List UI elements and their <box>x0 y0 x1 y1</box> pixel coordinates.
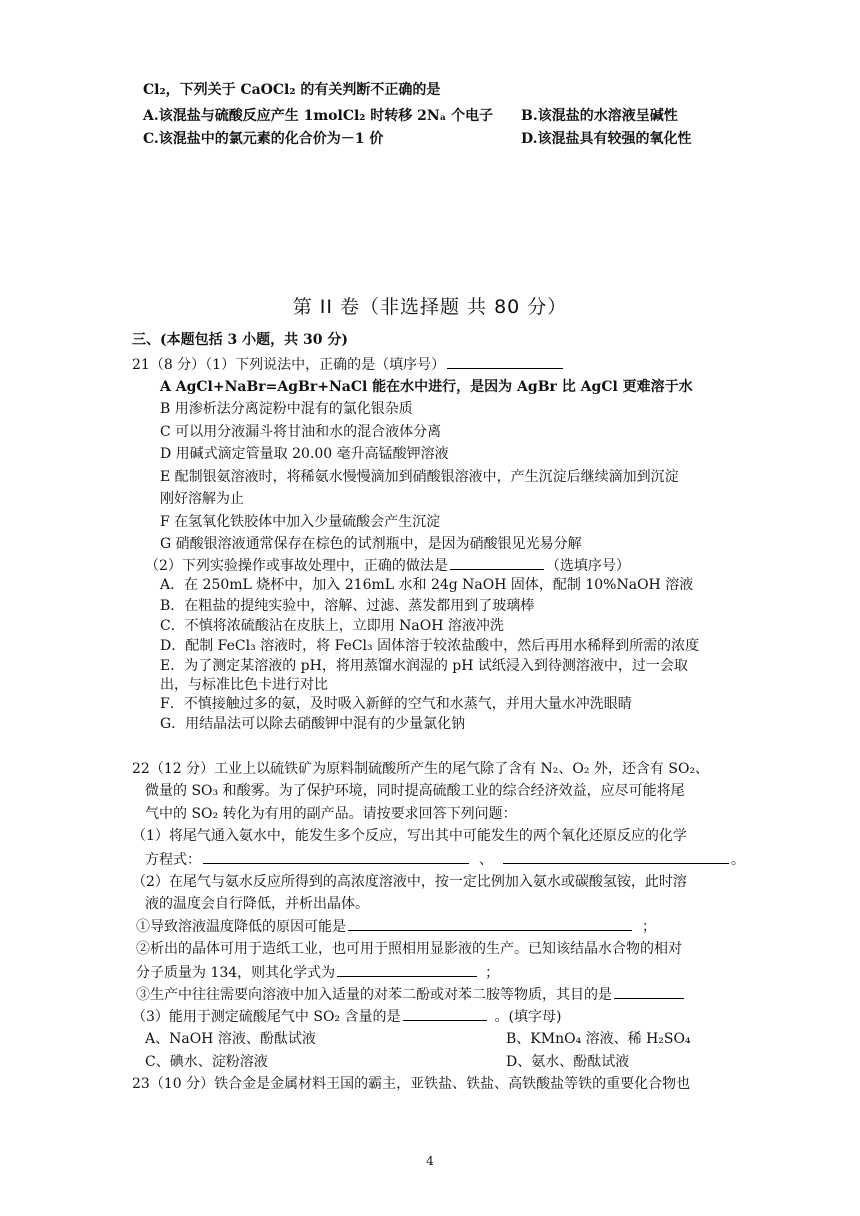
q22-option-d: D、氨水、酚酞试液 <box>506 1054 630 1070</box>
choice-c: C.该混盐中的氯元素的化合价为－1 价 <box>143 131 384 147</box>
choice-b: B.该混盐的水溶液呈碱性 <box>521 108 678 124</box>
q22-line: （2）在尾气与氨水反应所得到的高浓度溶液中，按一定比例加入氨水或碳酸氢铵，此时溶 <box>132 874 687 890</box>
q22-subq-text: ①导致溶液温度降低的原因可能是 <box>136 919 346 935</box>
answer-blank[interactable] <box>614 984 684 999</box>
q21-option: C．不慎将浓硫酸沾在皮肤上，立即用 NaOH 溶液冲洗 <box>160 618 504 634</box>
q22-option-a: A、NaOH 溶液、酚酞试液 <box>145 1031 316 1047</box>
q21-option: C 可以用分液漏斗将甘油和水的混合液体分离 <box>160 424 442 440</box>
q22-subq-text: ③生产中往往需要向溶液中加入适量的对苯二酚或对苯二胺等物质，其目的是 <box>136 987 612 1003</box>
q21-option: B．在粗盐的提纯实验中，溶解、过滤、蒸发都用到了玻璃棒 <box>160 598 535 614</box>
q22-equation-label: 方程式： <box>145 852 201 868</box>
q22-semicolon: ； <box>485 965 500 981</box>
q22-equation-line <box>145 849 745 870</box>
q21-option: F 在氢氧化铁胶体中加入少量硫酸会产生沉淀 <box>160 514 441 530</box>
q21-option-cont: 刚好溶解为止 <box>160 491 244 507</box>
answer-blank[interactable] <box>447 354 563 369</box>
choice-d: D.该混盐具有较强的氧化性 <box>521 131 692 147</box>
q22-period: 。 <box>731 852 745 868</box>
q21-option: G．用结晶法可以除去硝酸钾中混有的少量氯化钠 <box>160 716 466 732</box>
q21-option: F．不慎接触过多的氨，及时吸入新鲜的空气和水蒸气，并用大量水冲洗眼睛 <box>160 696 632 712</box>
q22-option-b: B、KMnO₄ 溶液、稀 H₂SO₄ <box>506 1031 691 1047</box>
q22-line: 气中的 SO₂ 转化为有用的副产品。请按要求回答下列问题： <box>145 806 517 822</box>
q21-option-cont: 出，与标准比色卡进行对比 <box>160 677 328 693</box>
q21-option: A AgCl+NaBr=AgBr+NaCl 能在水中进行，是因为 AgBr 比 AgCl 更难溶于水 <box>160 379 693 395</box>
answer-blank[interactable] <box>450 555 544 570</box>
section-title: 第 II 卷（非选择题 共 80 分） <box>292 296 568 318</box>
q22-subq <box>136 916 656 937</box>
q21-option: E．为了测定某溶液的 pH，将用蒸馏水润湿的 pH 试纸浸入到待测溶液中，过一会取 <box>160 658 688 674</box>
q22-line: 液的温度会自行降低，并析出晶体。 <box>145 896 369 912</box>
q22-subq <box>136 984 686 1005</box>
answer-blank[interactable] <box>203 849 469 864</box>
q22-subq-text: 分子质量为 134，则其化学式为 <box>136 965 336 981</box>
q21-part2-stem <box>145 555 630 576</box>
q21-part2-note: （选填序号） <box>545 558 630 574</box>
q22-note: 。(填字母) <box>494 1009 562 1025</box>
answer-blank[interactable] <box>337 962 477 977</box>
q23-line: 23（10 分）铁合金是金属材料王国的霸主，亚铁盐、铁盐、高铁酸盐等铁的重要化合物也 <box>132 1076 691 1092</box>
q22-line: 微量的 SO₃ 和酸雾。为了保护环境，同时提高硫酸工业的综合经济效益，应尽可能将尾 <box>145 783 685 799</box>
choice-a: A.该混盐与硫酸反应产生 1molCl₂ 时转移 2Nₐ 个电子 <box>143 108 494 124</box>
q22-semicolon: ； <box>642 919 656 935</box>
q22-line: 22（12 分）工业上以硫铁矿为原料制硫酸所产生的尾气除了含有 N₂、O₂ 外，还含有 SO₂、 <box>132 761 710 777</box>
q21-option: A．在 250mL 烧杯中，加入 216mL 水和 24g NaOH 固体，配制 10%NaOH 溶液 <box>160 577 694 593</box>
q22-subq-text: （3）能用于测定硫酸尾气中 SO₂ 含量的是 <box>132 1009 401 1025</box>
q21-option: G 硝酸银溶液通常保存在棕色的试剂瓶中，是因为硝酸银见光易分解 <box>160 536 582 552</box>
answer-blank[interactable] <box>403 1006 487 1021</box>
q22-line: （1）将尾气通入氨水中，能发生多个反应，写出其中可能发生的两个氧化还原反应的化学 <box>132 828 687 844</box>
q21-part2-text: （2）下列实验操作或事故处理中，正确的做法是 <box>145 558 448 574</box>
q21-option: E 配制银氨溶液时，将稀氨水慢慢滴加到硝酸银溶液中，产生沉淀后继续滴加到沉淀 <box>160 469 679 485</box>
page-number: 4 <box>426 1154 434 1168</box>
q21-option: D．配制 FeCl₃ 溶液时，将 FeCl₃ 固体溶于较浓盐酸中，然后再用水稀释到所需的浓度 <box>160 638 700 654</box>
q21-stem <box>132 354 565 375</box>
q22-subq <box>132 1006 561 1027</box>
q22-subq <box>136 962 499 983</box>
answer-blank[interactable] <box>503 849 729 864</box>
q21-option: B 用渗析法分离淀粉中混有的氯化银杂质 <box>160 401 413 417</box>
q21-option: D 用碱式滴定管量取 20.00 毫升高锰酸钾溶液 <box>160 446 449 462</box>
answer-blank[interactable] <box>348 916 632 931</box>
question-stem-line: Cl₂，下列关于 CaOCl₂ 的有关判断不正确的是 <box>143 82 441 98</box>
q21-stem-text: 21（8 分）（1）下列说法中，正确的是（填序号） <box>132 357 446 373</box>
part-heading: 三、(本题包括 3 小题，共 30 分) <box>132 332 348 348</box>
q22-separator: 、 <box>479 852 493 868</box>
q22-option-c: C、碘水、淀粉溶液 <box>145 1054 268 1070</box>
q22-line: ②析出的晶体可用于造纸工业，也可用于照相用显影液的生产。已知该结晶水合物的相对 <box>136 941 682 957</box>
